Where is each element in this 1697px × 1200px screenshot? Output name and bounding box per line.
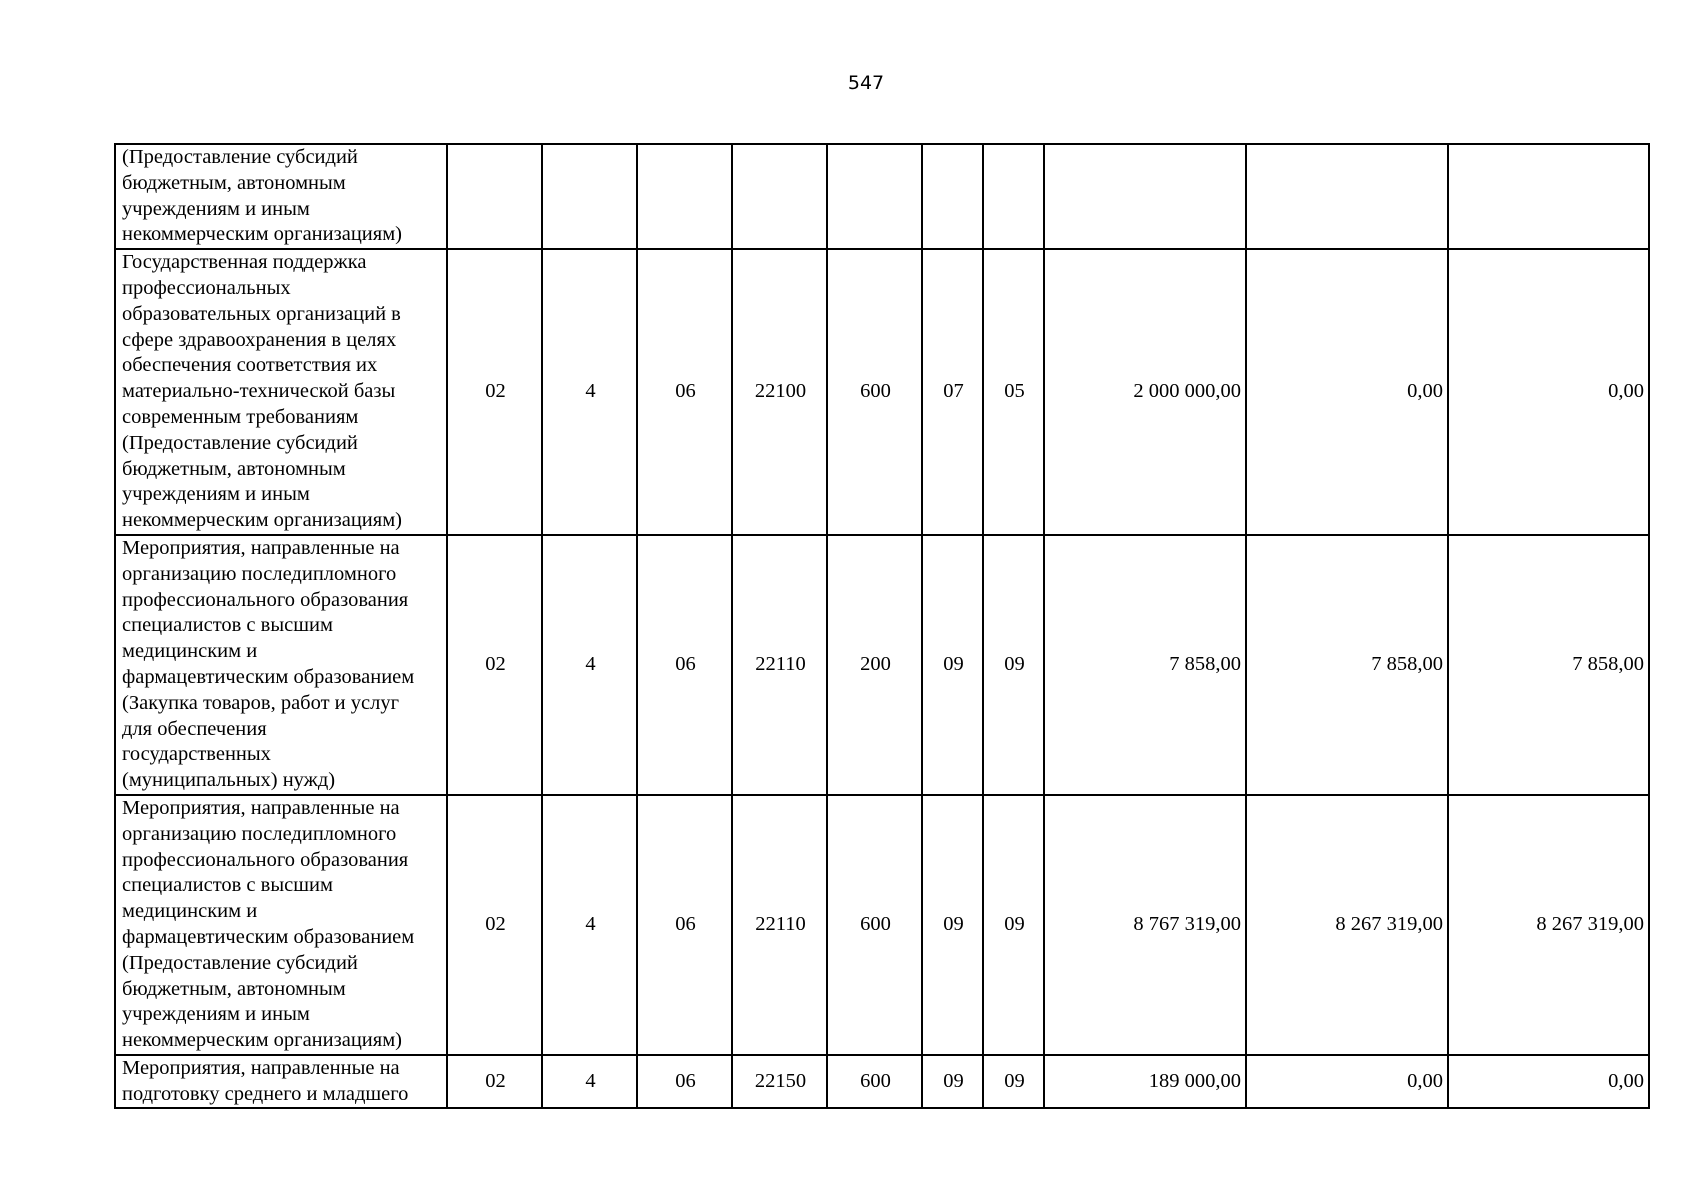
expense-type-code: 200 [827,535,922,795]
row-description: (Предоставление субсидий бюджетным, автономным учреждениям и иным некоммерческим организациям) [115,144,447,249]
section-code: 09 [922,1055,983,1109]
main-activity-code: 06 [637,1055,732,1109]
amount-year-3: 7 858,00 [1448,535,1649,795]
amount-year-1 [1044,144,1246,249]
subsection-code: 09 [983,1055,1044,1109]
amount-year-2: 0,00 [1246,249,1448,535]
direction-code: 22110 [732,795,827,1055]
amount-year-2: 8 267 319,00 [1246,795,1448,1055]
table-row [115,795,1649,1055]
direction-code: 22100 [732,249,827,535]
program-code: 02 [447,249,542,535]
subsection-code: 09 [983,795,1044,1055]
table-row [115,535,1649,795]
row-description: Мероприятия, направленные на подготовку среднего и младшего [115,1055,447,1109]
subprogram-code [542,144,637,249]
subprogram-code: 4 [542,795,637,1055]
expense-type-code [827,144,922,249]
main-activity-code: 06 [637,249,732,535]
expense-type-code: 600 [827,249,922,535]
expense-type-code: 600 [827,795,922,1055]
amount-year-2: 7 858,00 [1246,535,1448,795]
subprogram-code: 4 [542,249,637,535]
expense-type-code: 600 [827,1055,922,1109]
direction-code [732,144,827,249]
amount-year-1: 8 767 319,00 [1044,795,1246,1055]
program-code: 02 [447,535,542,795]
program-code: 02 [447,1055,542,1109]
section-code: 09 [922,535,983,795]
row-description: Мероприятия, направленные на организацию последипломного профессионального образования специалистов с высшим медицинским и фармацевтическим образованием (Закупка товаров, работ и услуг для обеспечения государственных (муниципальных) нужд) [115,535,447,795]
amount-year-3: 0,00 [1448,1055,1649,1109]
page-number: 547 [847,72,885,94]
amount-year-1: 7 858,00 [1044,535,1246,795]
section-code: 07 [922,249,983,535]
table-row [115,1055,1649,1109]
subsection-code: 09 [983,535,1044,795]
main-activity-code: 06 [637,795,732,1055]
section-code [922,144,983,249]
amount-year-3 [1448,144,1649,249]
amount-year-2 [1246,144,1448,249]
budget-table [114,143,1650,1109]
program-code: 02 [447,795,542,1055]
subprogram-code: 4 [542,535,637,795]
direction-code: 22150 [732,1055,827,1109]
table-row [115,144,1649,249]
direction-code: 22110 [732,535,827,795]
program-code [447,144,542,249]
amount-year-2: 0,00 [1246,1055,1448,1109]
subsection-code: 05 [983,249,1044,535]
amount-year-1: 2 000 000,00 [1044,249,1246,535]
amount-year-1: 189 000,00 [1044,1055,1246,1109]
main-activity-code: 06 [637,535,732,795]
table-row [115,249,1649,535]
subprogram-code: 4 [542,1055,637,1109]
row-description: Мероприятия, направленные на организацию последипломного профессионального образования специалистов с высшим медицинским и фармацевтическим образованием (Предоставление субсидий бюджетным, автономным учреждениям и иным некоммерческим организациям) [115,795,447,1055]
amount-year-3: 0,00 [1448,249,1649,535]
row-description: Государственная поддержка профессиональных образовательных организаций в сфере здравоохранения в целях обеспечения соответствия их материально-технической базы современным требованиям (Предоставление субсидий бюджетным, автономным учреждениям и иным некоммерческим организациям) [115,249,447,535]
subsection-code [983,144,1044,249]
amount-year-3: 8 267 319,00 [1448,795,1649,1055]
main-activity-code [637,144,732,249]
section-code: 09 [922,795,983,1055]
